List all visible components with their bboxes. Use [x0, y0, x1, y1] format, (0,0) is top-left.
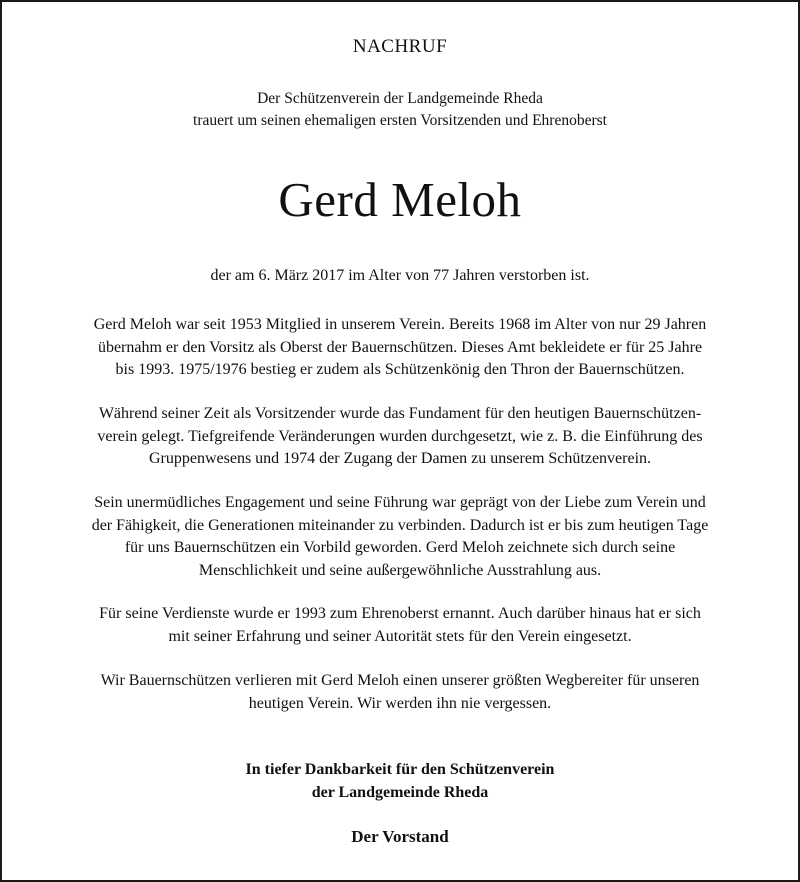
paragraph-line: für uns Bauernschützen ein Vorbild geworden. Gerd Meloh zeichnete sich durch seine: [124, 539, 676, 556]
paragraph-line: Sein unermüdliches Engagement und seine Führung war geprägt von der Liebe zum Verein und: [94, 494, 706, 511]
paragraph-line: verein gelegt. Tiefgreifende Veränderungen wurden durchgesetzt, wie z. B. die Einführung des: [97, 427, 703, 445]
paragraph-line: der Fähigkeit, die Generationen miteinander zu verbinden. Dadurch ist er bis zum heutigen Tage: [91, 516, 709, 534]
intro-line: Der Schützenverein der Landgemeinde Rheda: [257, 90, 543, 107]
paragraph-engagement: [22, 492, 778, 582]
intro-text: [2, 88, 798, 132]
paragraph-farewell: [22, 670, 778, 715]
paragraph-line: bis 1993. 1975/1976 bestieg er zudem als Schützenkönig den Thron der Bauernschützen.: [115, 361, 685, 378]
deceased-name: Gerd Meloh: [278, 172, 522, 227]
paragraph-line: Menschlichkeit und seine außergewöhnliche Ausstrahlung aus.: [198, 561, 602, 579]
paragraph-membership: [22, 314, 778, 382]
paragraph-line: übernahm er den Vorsitz als Oberst der Bauernschützen. Dieses Amt bekleidete er für 25 Jahre: [97, 338, 703, 356]
death-line: der am 6. März 2017 im Alter von 77 Jahren verstorben ist.: [210, 267, 590, 284]
paragraph-line: heutigen Verein. Wir werden ihn nie vergessen.: [248, 694, 552, 712]
signature: Der Vorstand: [351, 827, 449, 846]
intro-line: trauert um seinen ehemaligen ersten Vorsitzenden und Ehrenoberst: [193, 112, 607, 129]
paragraph-chairmanship: [22, 403, 778, 471]
paragraph-line: Gerd Meloh war seit 1953 Mitglied in unserem Verein. Bereits 1968 im Alter von nur 29 Jahren: [93, 316, 707, 333]
paragraph-line: mit seiner Erfahrung und seiner Autorität stets für den Verein eingesetzt.: [168, 627, 632, 645]
paragraph-honors: [22, 603, 778, 648]
thanks-block: [2, 759, 798, 804]
paragraph-line: Während seiner Zeit als Vorsitzender wurde das Fundament für den heutigen Bauernschützen-: [98, 405, 702, 422]
notice-heading: NACHRUF: [352, 36, 448, 57]
thanks-line: der Landgemeinde Rheda: [311, 783, 489, 801]
paragraph-line: Gruppenwesens und 1974 der Zugang der Damen zu unserem Schützenverein.: [148, 450, 652, 467]
paragraph-line: Für seine Verdienste wurde er 1993 zum Ehrenoberst ernannt. Auch darüber hinaus hat er sich: [99, 605, 701, 622]
thanks-line: In tiefer Dankbarkeit für den Schützenverein: [245, 761, 555, 778]
paragraph-line: Wir Bauernschützen verlieren mit Gerd Meloh einen unserer größten Wegbereiter für unseren: [100, 672, 700, 689]
